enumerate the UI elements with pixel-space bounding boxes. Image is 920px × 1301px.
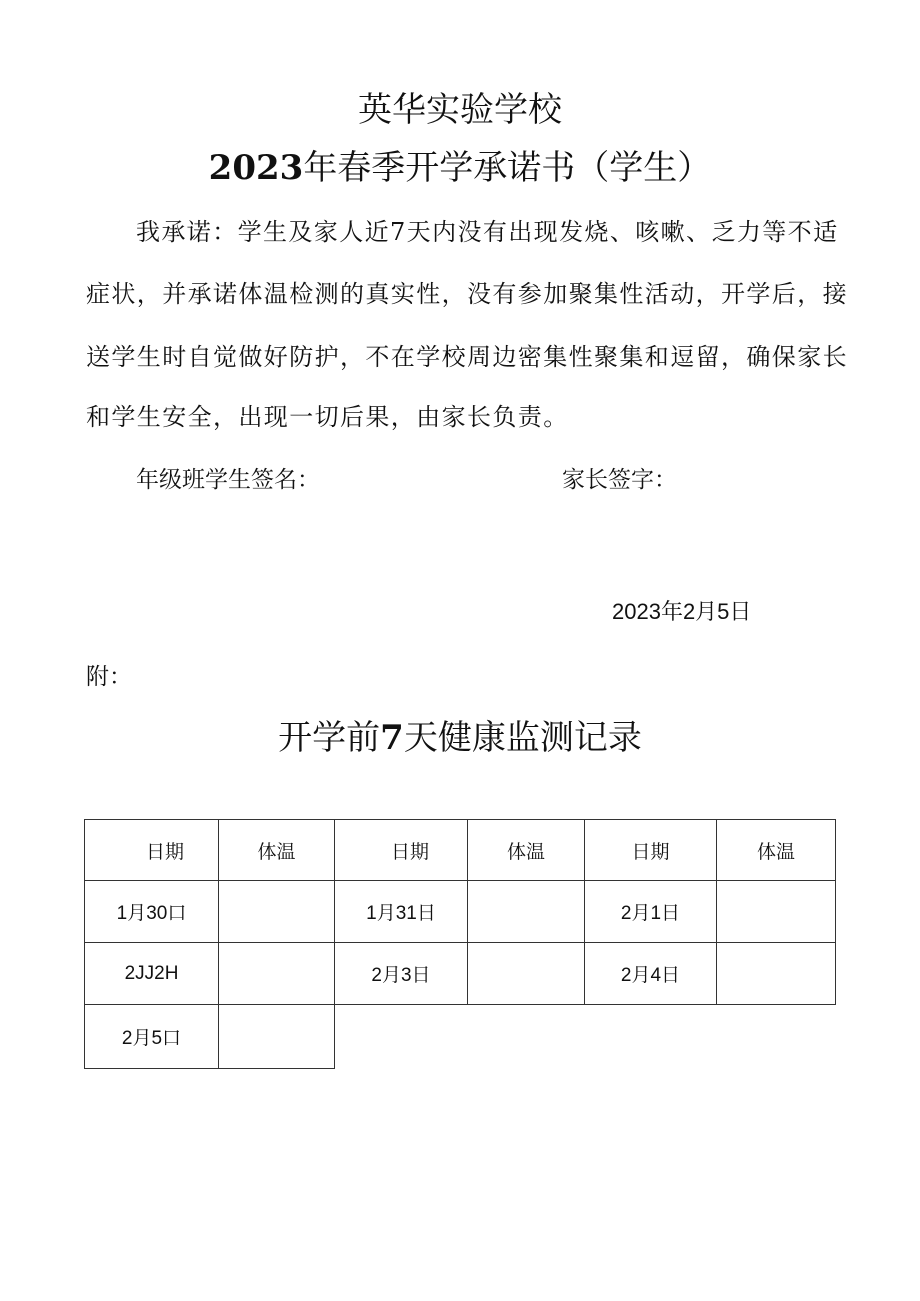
school-name: 英华实验学校 (358, 90, 562, 130)
pledge-line-2: 症状，并承诺体温检测的真实性，没有参加聚集性活动，开学后，接 (86, 280, 848, 308)
record-title-prefix: 开学前 (278, 718, 381, 758)
pledge-line-1: 我承诺：学生及家人近7天内没有出现发烧、咳嗽、乏力等不适 (136, 218, 839, 246)
table-row-date-cell: 2月4日 (620, 965, 681, 986)
table-row-date-cell: 2月1日 (620, 903, 681, 924)
document-title-year: 2023 (208, 148, 304, 188)
student-signature-label: 年级班学生签名： (136, 467, 320, 493)
table-row-date-cell: 2月3日 (371, 965, 431, 986)
pledge-line-3: 送学生时自觉做好防护，不在学校周边密集性聚集和逗留，确保家长 (86, 343, 848, 371)
header-date-2: 日期 (390, 841, 429, 863)
table-row-temp-cell (468, 943, 584, 1004)
header-temp-1: 体温 (257, 841, 296, 863)
table-row-temp-cell (219, 943, 334, 1004)
header-temp-2: 体温 (506, 841, 545, 863)
record-title-number: 7 (380, 718, 404, 758)
table-row-date-cell: 2JJ2H (124, 962, 179, 984)
table-row-temp-cell (219, 881, 334, 942)
table-border-bottom (84, 1068, 335, 1069)
table-border-right (835, 819, 836, 1005)
table-row-date-cell: 2月5口 (121, 1028, 182, 1049)
header-temp-3: 体温 (756, 841, 795, 863)
header-date-3: 日期 (631, 841, 670, 863)
record-title (0, 712, 920, 764)
table-row-date-cell: 1月30口 (116, 903, 187, 924)
table-row-temp-cell (468, 881, 584, 942)
table-row-date-cell: 1月31日 (366, 903, 436, 924)
table-row-temp-cell (219, 1005, 334, 1068)
document-date: 2023年2月5日 (612, 599, 752, 624)
table-row-temp-cell (717, 943, 835, 1004)
document-title (0, 142, 920, 194)
header-date-1: 日期 (145, 841, 184, 863)
record-title-suffix: 天健康监测记录 (403, 718, 642, 758)
pledge-line-4: 和学生安全，出现一切后果，由家长负责。 (86, 403, 569, 431)
parent-signature-label: 家长签字： (562, 467, 677, 493)
appendix-label: 附： (86, 664, 132, 690)
table-row-temp-cell (717, 881, 835, 942)
document-title-text: 年春季开学承诺书（学生） (303, 148, 712, 188)
